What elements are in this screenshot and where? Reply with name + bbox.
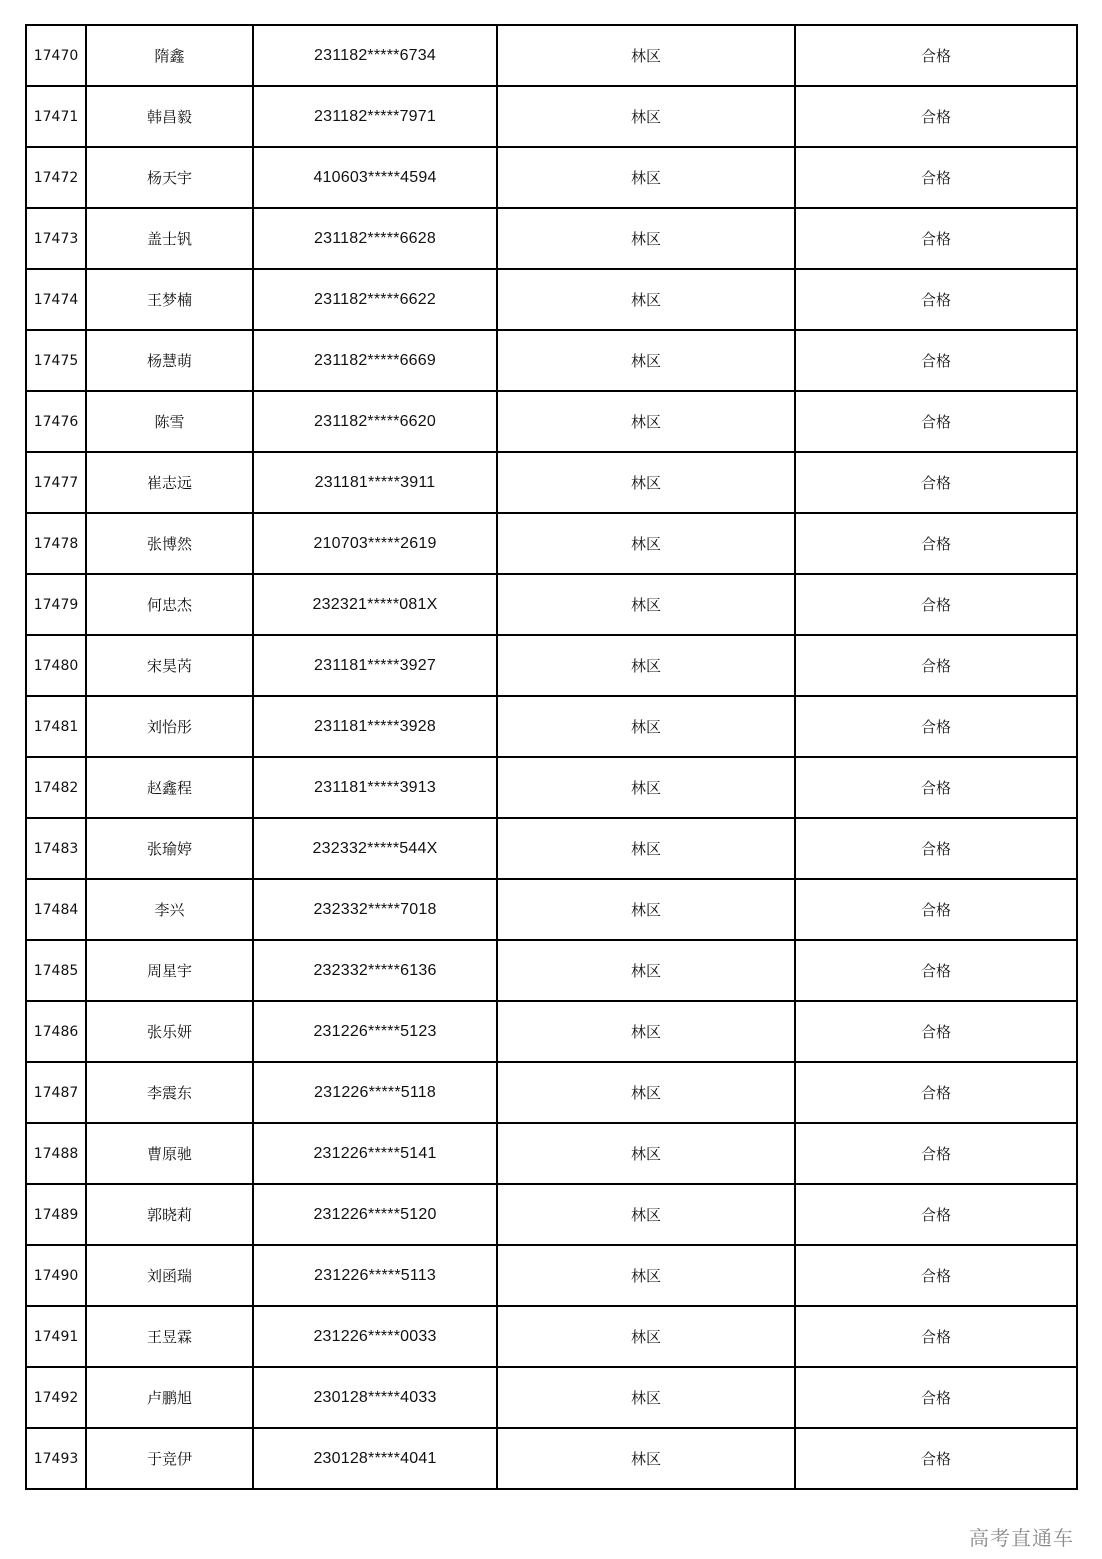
row-number: 17479 [26,574,86,635]
name-cell: 韩昌毅 [86,86,253,147]
area-cell: 林区 [497,757,795,818]
id-number-cell: 210703*****2619 [253,513,497,574]
id-number-cell: 231182*****7971 [253,86,497,147]
area-cell: 林区 [497,513,795,574]
result-cell: 合格 [795,208,1077,269]
id-number-cell: 231181*****3927 [253,635,497,696]
id-number-cell: 231181*****3913 [253,757,497,818]
table-row [26,696,1077,757]
area-cell: 林区 [497,1428,795,1489]
result-cell: 合格 [795,25,1077,86]
table-row [26,818,1077,879]
table-row [26,1184,1077,1245]
result-cell: 合格 [795,1001,1077,1062]
name-cell: 隋鑫 [86,25,253,86]
table-row [26,208,1077,269]
row-number: 17489 [26,1184,86,1245]
row-number: 17472 [26,147,86,208]
row-number: 17487 [26,1062,86,1123]
name-cell: 张乐妍 [86,1001,253,1062]
id-number-cell: 410603*****4594 [253,147,497,208]
table-row [26,757,1077,818]
result-cell: 合格 [795,757,1077,818]
id-number-cell: 231182*****6628 [253,208,497,269]
name-cell: 崔志远 [86,452,253,513]
area-cell: 林区 [497,1367,795,1428]
area-cell: 林区 [497,1306,795,1367]
name-cell: 刘函瑞 [86,1245,253,1306]
result-cell: 合格 [795,1184,1077,1245]
name-cell: 张瑜婷 [86,818,253,879]
name-cell: 刘怡彤 [86,696,253,757]
area-cell: 林区 [497,940,795,1001]
name-cell: 李震东 [86,1062,253,1123]
row-number: 17476 [26,391,86,452]
id-number-cell: 231181*****3928 [253,696,497,757]
watermark: 高考直通车 [969,1526,1074,1550]
name-cell: 卢鹏旭 [86,1367,253,1428]
area-cell: 林区 [497,696,795,757]
name-cell: 李兴 [86,879,253,940]
row-number: 17493 [26,1428,86,1489]
name-cell: 何忠杰 [86,574,253,635]
table-row [26,635,1077,696]
name-cell: 陈雪 [86,391,253,452]
id-number-cell: 231181*****3911 [253,452,497,513]
row-number: 17486 [26,1001,86,1062]
table-row [26,1428,1077,1489]
row-number: 17481 [26,696,86,757]
id-number-cell: 231226*****5120 [253,1184,497,1245]
area-cell: 林区 [497,1184,795,1245]
result-cell: 合格 [795,940,1077,1001]
result-cell: 合格 [795,879,1077,940]
id-number-cell: 231182*****6734 [253,25,497,86]
table-row [26,86,1077,147]
result-cell: 合格 [795,269,1077,330]
table-row [26,1123,1077,1184]
table-row [26,879,1077,940]
id-number-cell: 231226*****5141 [253,1123,497,1184]
row-number: 17482 [26,757,86,818]
result-cell: 合格 [795,1245,1077,1306]
table-row [26,25,1077,86]
result-cell: 合格 [795,574,1077,635]
table-row [26,269,1077,330]
result-cell: 合格 [795,513,1077,574]
result-cell: 合格 [795,452,1077,513]
area-cell: 林区 [497,635,795,696]
id-number-cell: 232332*****544X [253,818,497,879]
table-row [26,147,1077,208]
row-number: 17475 [26,330,86,391]
table-row [26,940,1077,1001]
table-row [26,574,1077,635]
id-number-cell: 231182*****6620 [253,391,497,452]
area-cell: 林区 [497,452,795,513]
id-number-cell: 232321*****081X [253,574,497,635]
area-cell: 林区 [497,1001,795,1062]
row-number: 17488 [26,1123,86,1184]
table-row [26,1367,1077,1428]
name-cell: 曹原驰 [86,1123,253,1184]
area-cell: 林区 [497,818,795,879]
name-cell: 于竞伊 [86,1428,253,1489]
name-cell: 郭晓莉 [86,1184,253,1245]
row-number: 17483 [26,818,86,879]
area-cell: 林区 [497,1123,795,1184]
result-cell: 合格 [795,86,1077,147]
id-number-cell: 232332*****7018 [253,879,497,940]
table-row [26,1245,1077,1306]
row-number: 17480 [26,635,86,696]
row-number: 17484 [26,879,86,940]
result-cell: 合格 [795,1367,1077,1428]
row-number: 17492 [26,1367,86,1428]
name-cell: 张博然 [86,513,253,574]
row-number: 17471 [26,86,86,147]
table-row [26,1062,1077,1123]
result-cell: 合格 [795,1123,1077,1184]
area-cell: 林区 [497,879,795,940]
name-cell: 王梦楠 [86,269,253,330]
area-cell: 林区 [497,330,795,391]
results-table [25,24,1078,1490]
row-number: 17478 [26,513,86,574]
result-cell: 合格 [795,1062,1077,1123]
result-cell: 合格 [795,330,1077,391]
area-cell: 林区 [497,1062,795,1123]
table-row [26,1306,1077,1367]
id-number-cell: 232332*****6136 [253,940,497,1001]
row-number: 17490 [26,1245,86,1306]
row-number: 17491 [26,1306,86,1367]
table-row [26,1001,1077,1062]
result-cell: 合格 [795,818,1077,879]
result-cell: 合格 [795,1428,1077,1489]
name-cell: 杨慧萌 [86,330,253,391]
result-cell: 合格 [795,635,1077,696]
row-number: 17474 [26,269,86,330]
name-cell: 宋昊芮 [86,635,253,696]
name-cell: 杨天宇 [86,147,253,208]
name-cell: 周星宇 [86,940,253,1001]
table-row [26,513,1077,574]
id-number-cell: 231226*****5113 [253,1245,497,1306]
id-number-cell: 231226*****0033 [253,1306,497,1367]
area-cell: 林区 [497,208,795,269]
name-cell: 盖士钒 [86,208,253,269]
id-number-cell: 231226*****5123 [253,1001,497,1062]
result-cell: 合格 [795,696,1077,757]
area-cell: 林区 [497,574,795,635]
area-cell: 林区 [497,25,795,86]
table-row [26,330,1077,391]
table-body [26,25,1077,1489]
table-row [26,391,1077,452]
result-cell: 合格 [795,1306,1077,1367]
result-cell: 合格 [795,147,1077,208]
result-cell: 合格 [795,391,1077,452]
id-number-cell: 231182*****6622 [253,269,497,330]
area-cell: 林区 [497,86,795,147]
name-cell: 王昱霖 [86,1306,253,1367]
id-number-cell: 230128*****4033 [253,1367,497,1428]
id-number-cell: 230128*****4041 [253,1428,497,1489]
name-cell: 赵鑫程 [86,757,253,818]
area-cell: 林区 [497,147,795,208]
row-number: 17473 [26,208,86,269]
row-number: 17477 [26,452,86,513]
area-cell: 林区 [497,1245,795,1306]
area-cell: 林区 [497,391,795,452]
id-number-cell: 231182*****6669 [253,330,497,391]
row-number: 17485 [26,940,86,1001]
id-number-cell: 231226*****5118 [253,1062,497,1123]
area-cell: 林区 [497,269,795,330]
table-row [26,452,1077,513]
row-number: 17470 [26,25,86,86]
